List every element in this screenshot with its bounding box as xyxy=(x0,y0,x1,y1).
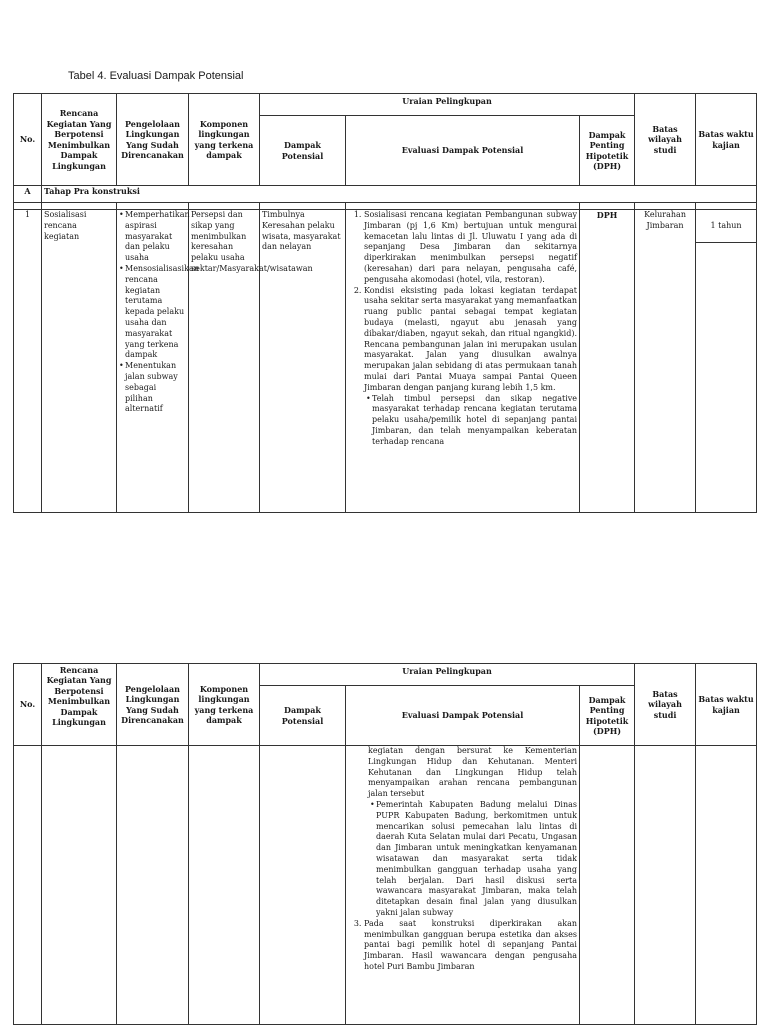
dph-cell: DPH xyxy=(580,210,635,513)
header-dampak-potensial: Dampak Potensial xyxy=(260,116,346,186)
evaluasi-bullet: • Telah timbul persepsi dan sikap negative masyarakat terhadap rencana kegiatan terutama pelaku usaha/pemilik hotel di sepanjang pantai Jimbaran, dan telah menyampaikan keberatan terhadap rencana xyxy=(372,394,577,448)
header-batas-wilayah: Batas wilayah studi xyxy=(635,664,696,746)
list-item: • Memperhatikan aspirasi masyarakat dan pelaku usaha xyxy=(125,210,186,264)
header-rencana: Rencana Kegiatan Yang Berpotensi Menimbulkan Dampak Lingkungan xyxy=(42,664,117,746)
batas-wilayah-cell: Kelurahan Jimbaran xyxy=(635,210,696,513)
pengelolaan-cell xyxy=(117,210,199,513)
header-evaluasi: Evaluasi Dampak Potensial xyxy=(346,686,580,746)
stage-code: A xyxy=(14,186,42,203)
evaluasi-bullet: • Pemerintah Kabupaten Badung melalui Dinas PUPR Kabupaten Badung, berkomitmen untuk mencarikan solusi pemecahan lalu lintas di daerah Kuta Selatan mulai dari Pecatu, Ungasan dan Jimbaran untuk meningkatkan kenyamanan wisatawan dan masyarakat serta tidak menimbulkan gangguan terhadap usaha yang telah berjalan. Dari hasil diskusi serta wawancara masyarakat Jimbaran, maka telah ditetapkan desain final jalan yang diusulkan yakni jalan subway xyxy=(376,800,577,919)
table-row xyxy=(14,210,757,513)
stage-title: Tahap Pra konstruksi xyxy=(42,186,757,203)
header-dph: Dampak Penting Hipotetik (DPH) xyxy=(580,116,635,186)
rencana-cell: Sosialisasi rencana kegiatan xyxy=(42,210,117,513)
header-batas-waktu: Batas waktu kajian xyxy=(696,94,757,186)
header-pengelolaan: Pengelolaan Lingkungan Yang Sudah Direncanakan xyxy=(117,94,189,186)
table-row xyxy=(14,746,757,1025)
header-pengelolaan: Pengelolaan Lingkungan Yang Sudah Direncanakan xyxy=(117,664,189,746)
row-number: 1 xyxy=(14,210,42,513)
header-batas-wilayah: Batas wilayah studi xyxy=(635,94,696,186)
header-dampak-potensial: Dampak Potensial xyxy=(260,686,346,746)
evaluasi-point-2: 2. Kondisi eksisting pada lokasi kegiatan terdapat usaha sekitar serta masyarakat yang memanfaatkan ruang public pantai sebagai tempat kegiatan budaya (melasti, ngayut abu jenasah yang dibakar/diaben, ngayut sekah, dan ritual ngangkid). Rencana pembangunan jalan ini merupakan usulan masyarakat. Jalan yang diusulkan awalnya merupakan jalan sebidang di atas permukaan tanah mulai dari Pantai Muaya sampai Pantai Queen Jimbaran dengan panjang kurang lebih 1,5 km. • Telah timbul persepsi dan sikap negative masyarakat terhadap rencana kegiatan terutama pelaku usaha/pemilik hotel di sepanjang pantai Jimbaran, dan telah menyampaikan keberatan terhadap rencana xyxy=(364,286,577,448)
header-batas-waktu: Batas waktu kajian xyxy=(696,664,757,746)
evaluation-table-page-2 xyxy=(13,663,757,1025)
header-uraian: Uraian Pelingkupan xyxy=(260,94,635,116)
evaluasi-cell xyxy=(346,210,580,513)
header-evaluasi: Evaluasi Dampak Potensial xyxy=(346,116,580,186)
evaluasi-cell xyxy=(346,746,580,1025)
evaluasi-point-1: 1. Sosialisasi rencana kegiatan Pembangunan subway Jimbaran (pj 1,6 Km) bertujuan untuk mengurai kemacetan lalu lintas di Jl. Uluwatu I yang ada di sepanjang Desa Jimbaran dan sekitarnya diperkirakan menimbulkan persepsi negatif (keresahan) dari para nelayan, pengusaha café, pengusaha akomodasi (hotel, vila, restoran). xyxy=(364,210,577,286)
list-item: • Mensosialisasikan rencana kegiatan terutama kepada pelaku usaha dan masyarakat yang terkena dampak xyxy=(125,264,186,361)
header-rencana: Rencana Kegiatan Yang Berpotensi Menimbulkan Dampak Lingkungan xyxy=(42,94,117,186)
header-komponen: Komponen lingkungan yang terkena dampak xyxy=(189,94,260,186)
header-uraian: Uraian Pelingkupan xyxy=(260,664,635,686)
table-caption: Tabel 4. Evaluasi Dampak Potensial xyxy=(68,70,244,82)
evaluation-table-page-1 xyxy=(13,93,757,513)
header-no: No. xyxy=(14,664,42,746)
dampak-cell: Timbulnya Keresahan pelaku wisata, masyarakat dan nelayan xyxy=(260,210,346,513)
header-dph: Dampak Penting Hipotetik (DPH) xyxy=(580,686,635,746)
evaluasi-continued: kegiatan dengan bersurat ke Kementerian Lingkungan Hidup dan Kehutanan. Menteri Kehutanan dan Lingkungan Hidup telah menyampaikan arahan rencana pembangunan jalan tersebut xyxy=(368,746,577,799)
header-no: No. xyxy=(14,94,42,186)
stage-row xyxy=(14,186,757,203)
header-komponen: Komponen lingkungan yang terkena dampak xyxy=(189,664,260,746)
komponen-cell: Persepsi dan sikap yang menimbulkan keresahan pelaku usaha sektar/Masyarakat/wisatawan xyxy=(189,210,260,513)
batas-waktu-cell: 1 tahun xyxy=(696,210,757,513)
list-item: • Menentukan jalan subway sebagai pilihan alternatif xyxy=(125,361,186,415)
evaluasi-point-3: 3. Pada saat konstruksi diperkirakan akan menimbulkan gangguan berupa estetika dan akses pantai bagi pemilik hotel di sepanjang Pantai Jimbaran. Hasil wawancara dengan pengusaha hotel Puri Bambu Jimbaran xyxy=(364,919,577,973)
